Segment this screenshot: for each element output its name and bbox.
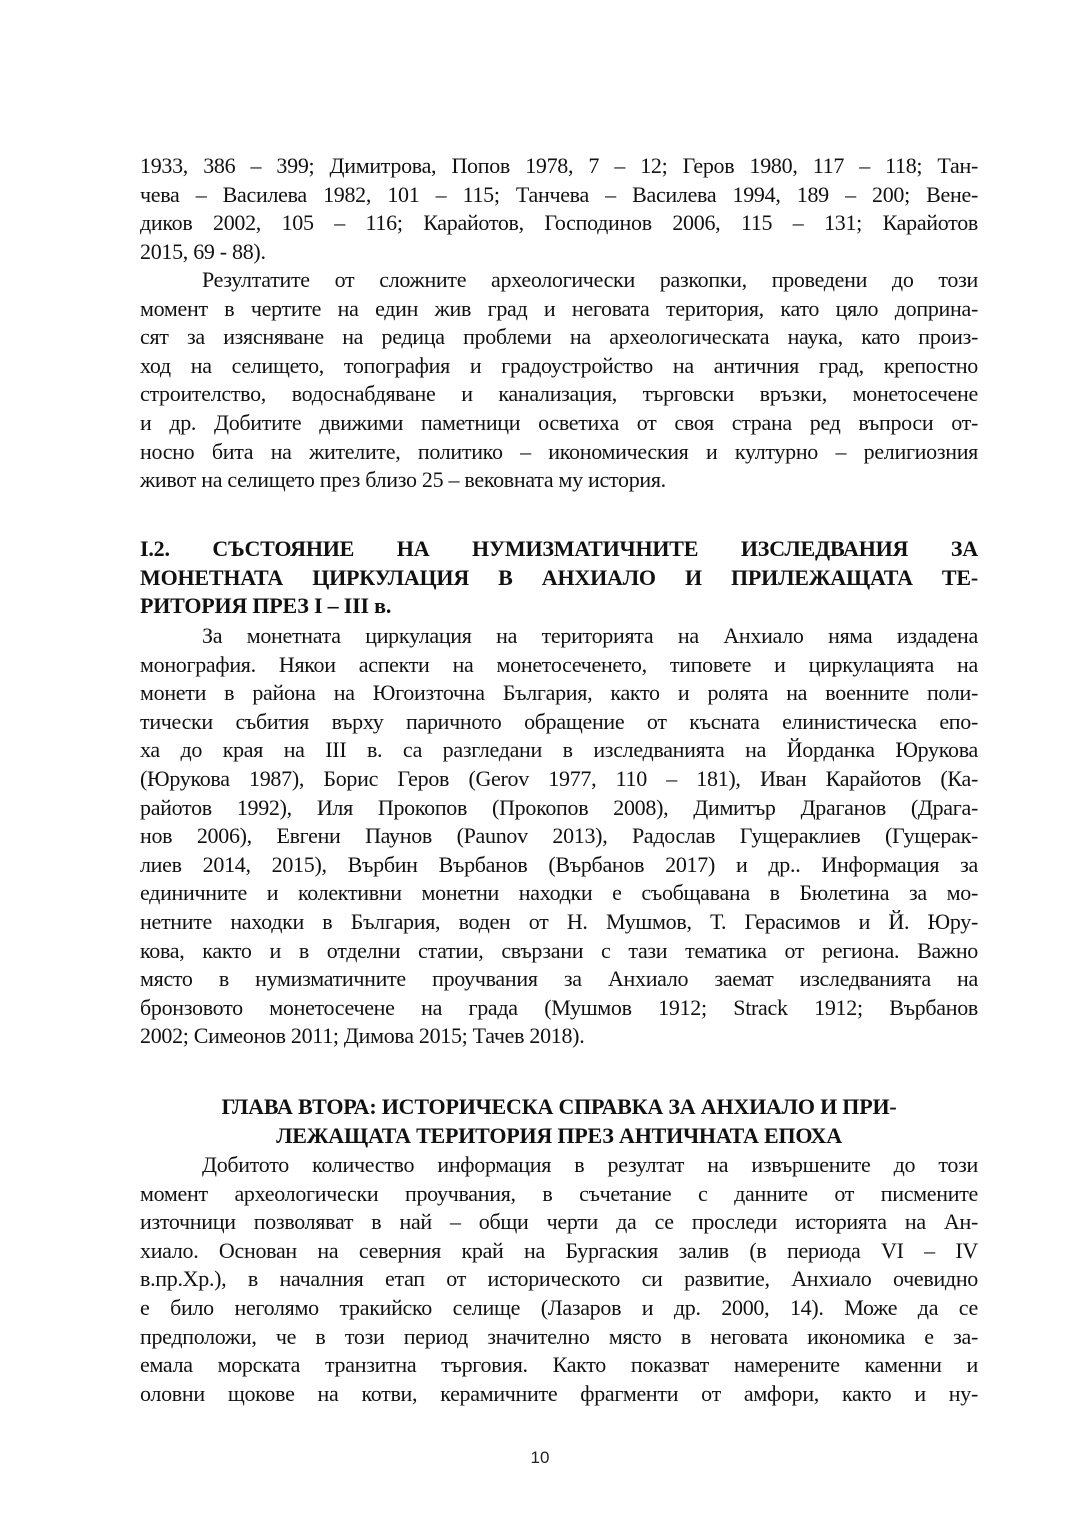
text-line: 2015, 69 - 88). xyxy=(140,238,266,264)
chapter-heading-2 xyxy=(140,1093,978,1150)
text-line: Добитото количество информация в резултат на извършените до този xyxy=(202,1152,978,1177)
page-number: 10 xyxy=(530,1448,550,1467)
text-line: чева – Василева 1982, 101 – 115; Танчева – Василева 1994, 189 – 200; Вене- xyxy=(140,181,978,207)
text-line: в.пр.Хр.), в началния етап от историческото си развитие, Анхиало очевидно xyxy=(140,1266,978,1292)
text-line: монети в района на Югоизточна България, както и ролята на военните поли- xyxy=(140,680,978,706)
text-line: сят за изясняване на редица проблеми на археологическата наука, като произ- xyxy=(140,324,978,350)
text-line: носно бита на жителите, политико – икономическия и културно – религиозния xyxy=(140,438,978,464)
text-line: и др. Добитите движими паметници осветиха от своя страна ред въпроси от- xyxy=(140,409,978,435)
text-line: За монетната циркулация на територията на Анхиало няма издадена xyxy=(202,623,978,648)
text-line: хиало. Основан на северния край на Бургаския залив (в периода VI – IV xyxy=(140,1237,978,1263)
text-line: нетните находки в България, воден от Н. Мушмов, Т. Герасимов и Й. Юру- xyxy=(140,908,978,934)
heading-line: ЛЕЖАЩАТА ТЕРИТОРИЯ ПРЕЗ АНТИЧНАТА ЕПОХА xyxy=(276,1122,842,1148)
text-line: е било неголямо тракийско селище (Лазаров и др. 2000, 14). Може да се xyxy=(140,1294,978,1320)
text-line: райотов 1992), Иля Прокопов (Прокопов 2008), Димитър Драганов (Драга- xyxy=(140,794,978,820)
paragraph-references-tail xyxy=(140,152,978,266)
text-line: (Юрукова 1987), Борис Геров (Gerov 1977, 110 – 181), Иван Карайотов (Ка- xyxy=(140,765,978,791)
text-line: тически събития върху паричното обращение от късната елинистическа епо- xyxy=(140,708,978,734)
heading-line: ГЛАВА ВТОРА: ИСТОРИЧЕСКА СПРАВКА ЗА АНХИАЛО И ПРИ- xyxy=(221,1094,897,1119)
text-line: единичните и колективни монетни находки е съобщавана в Бюлетина за мо- xyxy=(140,880,978,906)
text-line: живот на селището през близо 25 – вековната му история. xyxy=(140,467,666,493)
text-line: монография. Някои аспекти на монетосеченето, типовете и циркулацията на xyxy=(140,651,978,677)
text-line: място в нумизматичните проучвания за Анхиало заемат изследванията на xyxy=(140,966,978,992)
text-line: диков 2002, 105 – 116; Карайотов, Господинов 2006, 115 – 131; Карайотов xyxy=(140,210,978,236)
paragraph-chapter-2 xyxy=(140,1151,978,1408)
text-line: Резултатите от сложните археологически разкопки, проведени до този xyxy=(202,267,978,292)
text-line: оловни щокове на котви, керамичните фрагменти от амфори, както и ну- xyxy=(140,1380,978,1406)
paragraph-section-1-2 xyxy=(140,622,978,1051)
text-line: предположи, че в този период значително място в неговата икономика е за- xyxy=(140,1323,978,1349)
text-line: момент в чертите на един жив град и неговата територия, като цяло доприна- xyxy=(140,295,978,321)
heading-line: МОНЕТНАТА ЦИРКУЛАЦИЯ В АНХИАЛО И ПРИЛЕЖАЩАТА ТЕ- xyxy=(140,564,978,590)
text-line: източници позволяват в най – общи черти да се проследи историята на Ан- xyxy=(140,1209,978,1235)
text-line: ход на селището, топография и градоустройство на античния град, крепостно xyxy=(140,352,978,378)
text-line: момент археологически проучвания, в съчетание с данните от писмените xyxy=(140,1180,978,1206)
text-line: строителство, водоснабдяване и канализация, търговски връзки, монетосечене xyxy=(140,381,978,407)
text-line: 1933, 386 – 399; Димитрова, Попов 1978, 7 – 12; Геров 1980, 117 – 118; Тан- xyxy=(140,153,978,178)
text-line: бронзовото монетосечене на града (Мушмов 1912; Strack 1912; Върбанов xyxy=(140,994,978,1020)
text-line: 2002; Симеонов 2011; Димова 2015; Тачев 2018). xyxy=(140,1023,585,1049)
text-line: нов 2006), Евгени Паунов (Paunov 2013), Радослав Гущераклиев (Гущерак- xyxy=(140,823,978,849)
heading-line: РИТОРИЯ ПРЕЗ I – III в. xyxy=(140,593,392,619)
text-line: емала морската транзитна търговия. Както показват намерените каменни и xyxy=(140,1352,978,1378)
heading-line: I.2. СЪСТОЯНИЕ НА НУМИЗМАТИЧНИТЕ ИЗСЛЕДВАНИЯ ЗА xyxy=(140,536,978,561)
text-line: кова, както и в отделни статии, свързани с тази тематика от региона. Важно xyxy=(140,937,978,963)
text-line: ха до края на III в. са разгледани в изследванията на Йорданка Юрукова xyxy=(140,737,978,763)
section-heading-1-2 xyxy=(140,535,978,621)
text-line: лиев 2014, 2015), Върбин Върбанов (Върбанов 2017) и др.. Информация за xyxy=(140,851,978,877)
paragraph-results xyxy=(140,266,978,495)
